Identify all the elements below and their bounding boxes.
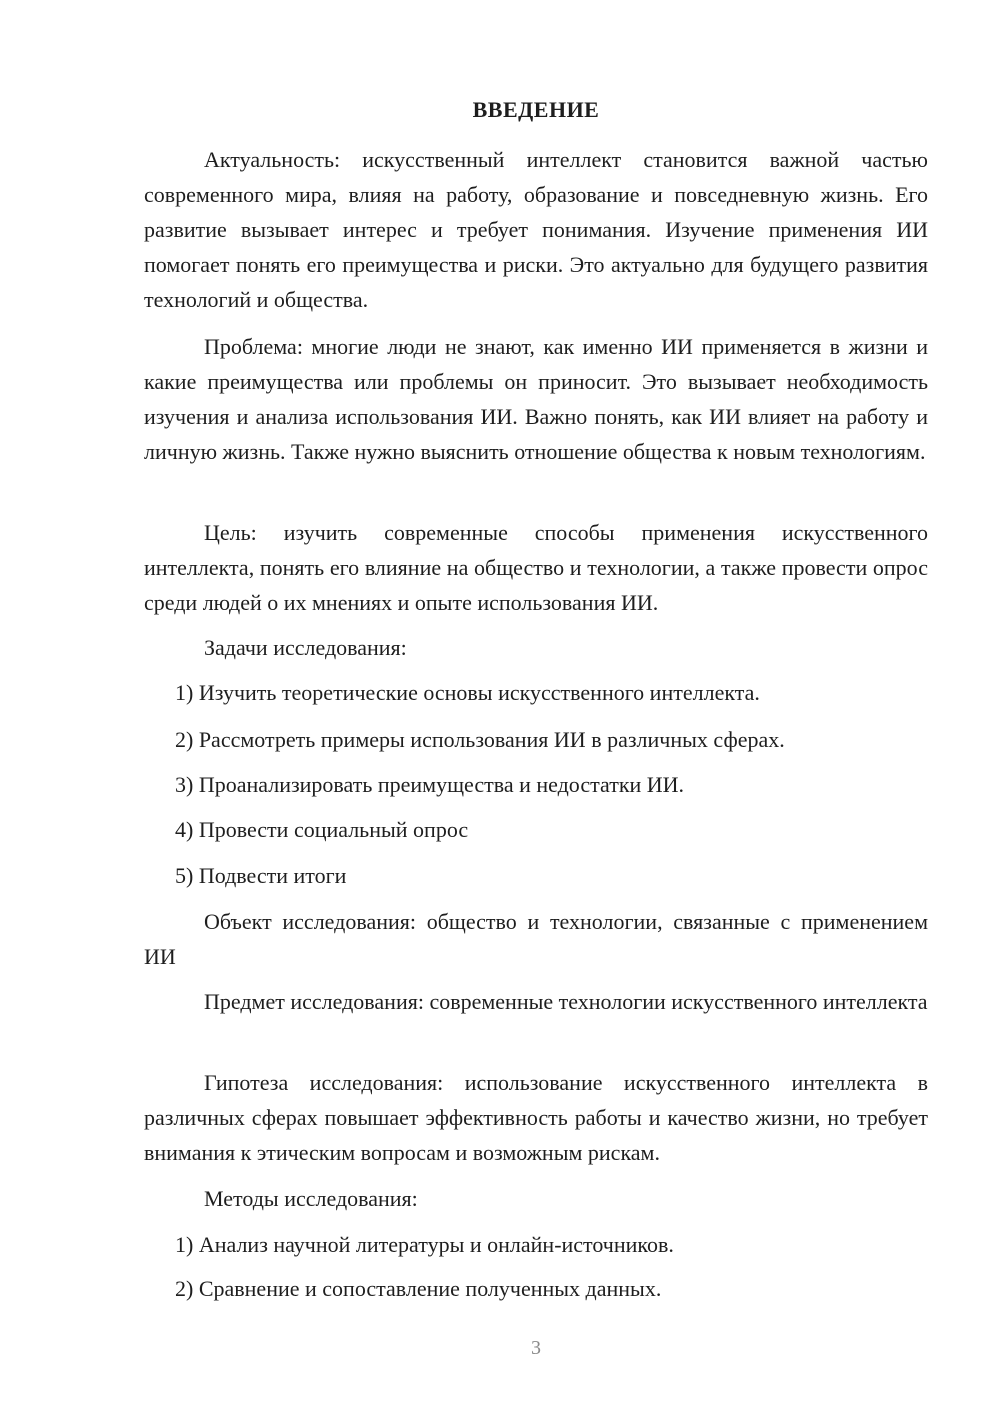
- relevance-paragraph: Актуальность: искусственный интеллект становится важной частью современного мира, влияя на работу, образование и повседневную жизнь. Его развитие вызывает интерес и требует понимания. Изучение применения ИИ помогает понять его преимущества и риски. Это актуально для будущего развития технологий и общества.: [144, 147, 928, 312]
- object-paragraph: Объект исследования: общество и технологии, связанные с применением ИИ: [144, 909, 928, 969]
- task-item: 1) Изучить теоретические основы искусственного интеллекта.: [175, 680, 760, 705]
- page-number: 3: [531, 1337, 541, 1359]
- tasks-heading: Задачи исследования:: [204, 635, 407, 660]
- task-item: 4) Провести социальный опрос: [175, 817, 469, 842]
- subject-paragraph: Предмет исследования: современные технологии искусственного интеллекта: [204, 989, 928, 1014]
- hypothesis-paragraph: Гипотеза исследования: использование искусственного интеллекта в различных сферах повышает эффективность работы и качество жизни, но требует внимания к этическим вопросам и возможным рискам.: [144, 1070, 928, 1165]
- method-item: 2) Сравнение и сопоставление полученных данных.: [175, 1276, 662, 1301]
- method-item: 1) Анализ научной литературы и онлайн-источников.: [175, 1232, 674, 1257]
- task-item: 3) Проанализировать преимущества и недостатки ИИ.: [175, 772, 685, 797]
- task-item: 2) Рассмотреть примеры использования ИИ в различных сферах.: [175, 727, 785, 752]
- goal-paragraph: Цель: изучить современные способы применения искусственного интеллекта, понять его влияние на общество и технологии, а также провести опрос среди людей о их мнениях и опыте использования ИИ.: [144, 520, 928, 615]
- problem-paragraph: Проблема: многие люди не знают, как именно ИИ применяется в жизни и какие преимущества или проблемы он приносит. Это вызывает необходимость изучения и анализа использования ИИ. Важно понять, как ИИ влияет на работу и личную жизнь. Также нужно выяснить отношение общества к новым технологиям.: [144, 334, 928, 464]
- task-item: 5) Подвести итоги: [175, 863, 347, 888]
- methods-heading: Методы исследования:: [204, 1186, 418, 1211]
- section-title: ВВЕДЕНИЕ: [472, 97, 600, 122]
